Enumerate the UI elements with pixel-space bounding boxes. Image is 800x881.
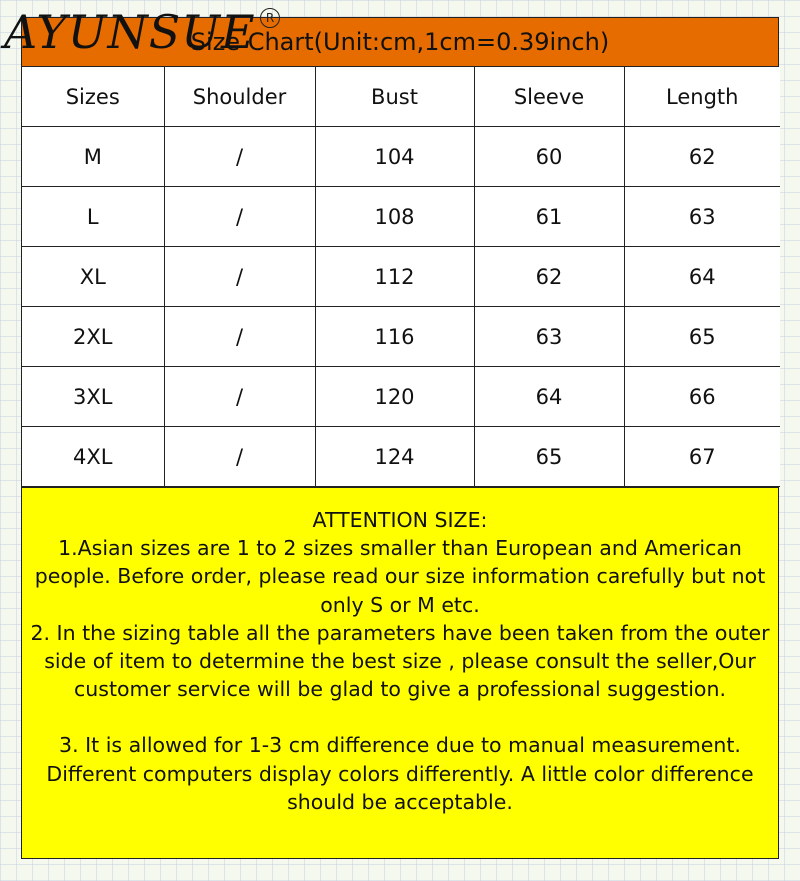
table-row	[22, 127, 780, 187]
header-sizes: Sizes	[22, 67, 164, 127]
table-row	[22, 367, 780, 427]
cell-sleeve: 63	[474, 307, 624, 367]
cell-length: 65	[624, 307, 780, 367]
cell-length: 67	[624, 427, 780, 487]
cell-size: L	[22, 187, 164, 247]
notes-spacer	[28, 703, 772, 731]
cell-sleeve: 62	[474, 247, 624, 307]
cell-size: 4XL	[22, 427, 164, 487]
size-table	[22, 67, 780, 487]
cell-length: 63	[624, 187, 780, 247]
cell-sleeve: 61	[474, 187, 624, 247]
notes-heading: ATTENTION SIZE:	[312, 508, 488, 532]
attention-notes	[22, 487, 778, 858]
cell-shoulder: /	[164, 187, 315, 247]
size-chart	[21, 17, 779, 859]
cell-length: 66	[624, 367, 780, 427]
cell-shoulder: /	[164, 127, 315, 187]
cell-bust: 120	[315, 367, 474, 427]
table-row	[22, 427, 780, 487]
note-asian-sizes: 1.Asian sizes are 1 to 2 sizes smaller than European and American people. Before order, please read our size information carefully but not only S or M etc.	[34, 536, 766, 617]
header-length: Length	[624, 67, 780, 127]
cell-length: 62	[624, 127, 780, 187]
cell-shoulder: /	[164, 307, 315, 367]
cell-bust: 116	[315, 307, 474, 367]
cell-shoulder: /	[164, 367, 315, 427]
note-tolerance: 3. It is allowed for 1-3 cm difference due to manual measurement. Different computers display colors differently. A little color difference should be acceptable.	[46, 733, 754, 814]
cell-size: 3XL	[22, 367, 164, 427]
cell-size: M	[22, 127, 164, 187]
header-shoulder: Shoulder	[164, 67, 315, 127]
cell-sleeve: 60	[474, 127, 624, 187]
cell-bust: 112	[315, 247, 474, 307]
cell-bust: 104	[315, 127, 474, 187]
cell-bust: 124	[315, 427, 474, 487]
cell-sleeve: 65	[474, 427, 624, 487]
note-measurement-method: 2. In the sizing table all the parameters have been taken from the outer side of item to determine the best size , please consult the seller,Our customer service will be glad to give a professional suggestion.	[30, 620, 770, 702]
cell-bust: 108	[315, 187, 474, 247]
brand-logo: AYUNSUE	[4, 5, 256, 59]
cell-size: XL	[22, 247, 164, 307]
table-header-row	[22, 67, 780, 127]
header-bust: Bust	[315, 67, 474, 127]
table-row	[22, 307, 780, 367]
cell-sleeve: 64	[474, 367, 624, 427]
cell-shoulder: /	[164, 247, 315, 307]
table-row	[22, 187, 780, 247]
chart-title: Size Chart(Unit:cm,1cm=0.39inch)	[22, 18, 778, 67]
cell-size: 2XL	[22, 307, 164, 367]
registered-mark-icon: R	[260, 8, 280, 28]
header-sleeve: Sleeve	[474, 67, 624, 127]
cell-length: 64	[624, 247, 780, 307]
table-row	[22, 247, 780, 307]
cell-shoulder: /	[164, 427, 315, 487]
